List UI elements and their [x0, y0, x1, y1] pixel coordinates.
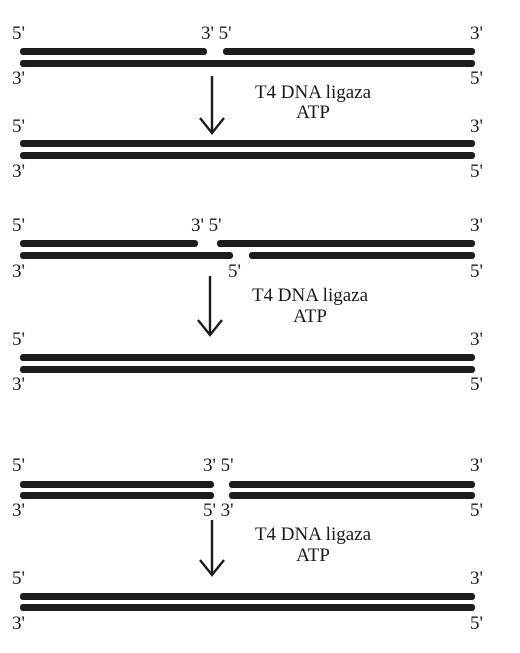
panel3-before-bottom-strand-left: [20, 492, 214, 499]
panel2-before-top-nick-label: 3' 5': [191, 215, 222, 236]
panel2-before-top-strand-right: [217, 240, 475, 247]
panel1-after-top-left-label: 5': [12, 116, 25, 137]
panel3-cofactor-label: ATP: [296, 545, 330, 566]
panel1-before-bottom-strand: [20, 60, 475, 67]
panel3-before-top-strand-left: [20, 481, 214, 488]
panel2-after-top-right-label: 3': [470, 329, 483, 350]
panel1-before-top-left-label: 5': [12, 23, 25, 44]
panel3-before-top-right-label: 3': [470, 455, 483, 476]
panel2-before-bottom-strand-left: [20, 252, 233, 259]
panel1-before-top-nick-label: 3' 5': [201, 23, 232, 44]
panel3-before-top-left-label: 5': [12, 455, 25, 476]
panel3-after-top-left-label: 5': [12, 568, 25, 589]
panel3-before-bottom-left-label: 3': [12, 500, 25, 521]
panel3-before-top-nick-label: 3' 5': [203, 455, 234, 476]
panel2-after-top-left-label: 5': [12, 329, 25, 350]
panel3-before-bottom-right-label: 5': [470, 500, 483, 521]
panel2-before-top-strand-left: [20, 240, 198, 247]
panel2-after-bottom-strand: [20, 366, 475, 373]
panel3-before-bottom-strand-right: [229, 492, 475, 499]
panel2-after-bottom-left-label: 3': [12, 374, 25, 395]
panel2-before-bottom-nick-label: 5': [228, 261, 241, 282]
panel1-after-bottom-strand: [20, 152, 475, 159]
panel3-after-bottom-left-label: 3': [12, 613, 25, 634]
panel1-before-top-strand-left: [20, 48, 207, 55]
panel1-before-top-strand-right: [223, 48, 475, 55]
panel1-after-top-right-label: 3': [470, 116, 483, 137]
panel1-before-bottom-right-label: 5': [470, 68, 483, 89]
panel1-after-bottom-right-label: 5': [470, 161, 483, 182]
panel1-cofactor-label: ATP: [296, 102, 330, 123]
panel3-before-top-strand-right: [229, 481, 475, 488]
panel2-before-bottom-left-label: 3': [12, 261, 25, 282]
panel2-cofactor-label: ATP: [293, 306, 327, 327]
panel1-after-bottom-left-label: 3': [12, 161, 25, 182]
panel2-after-top-strand: [20, 354, 475, 361]
panel3-before-bottom-nick-label: 5' 3': [203, 500, 234, 521]
panel2-after-bottom-right-label: 5': [470, 374, 483, 395]
panel1-before-top-right-label: 3': [470, 23, 483, 44]
panel2-enzyme-label: T4 DNA ligaza: [251, 285, 369, 306]
panel3-enzyme-label: T4 DNA ligaza: [254, 524, 372, 545]
panel2-before-bottom-strand-right: [249, 252, 475, 259]
panel2-before-bottom-right-label: 5': [470, 261, 483, 282]
panel3-after-top-strand: [20, 593, 475, 600]
panel1-enzyme-label: T4 DNA ligaza: [254, 82, 372, 103]
panel1-before-bottom-left-label: 3': [12, 68, 25, 89]
panel2-before-top-left-label: 5': [12, 215, 25, 236]
panel2-before-top-right-label: 3': [470, 215, 483, 236]
panel3-after-bottom-right-label: 5': [470, 613, 483, 634]
panel1-after-top-strand: [20, 140, 475, 147]
panel3-after-top-right-label: 3': [470, 568, 483, 589]
panel3-after-bottom-strand: [20, 604, 475, 611]
